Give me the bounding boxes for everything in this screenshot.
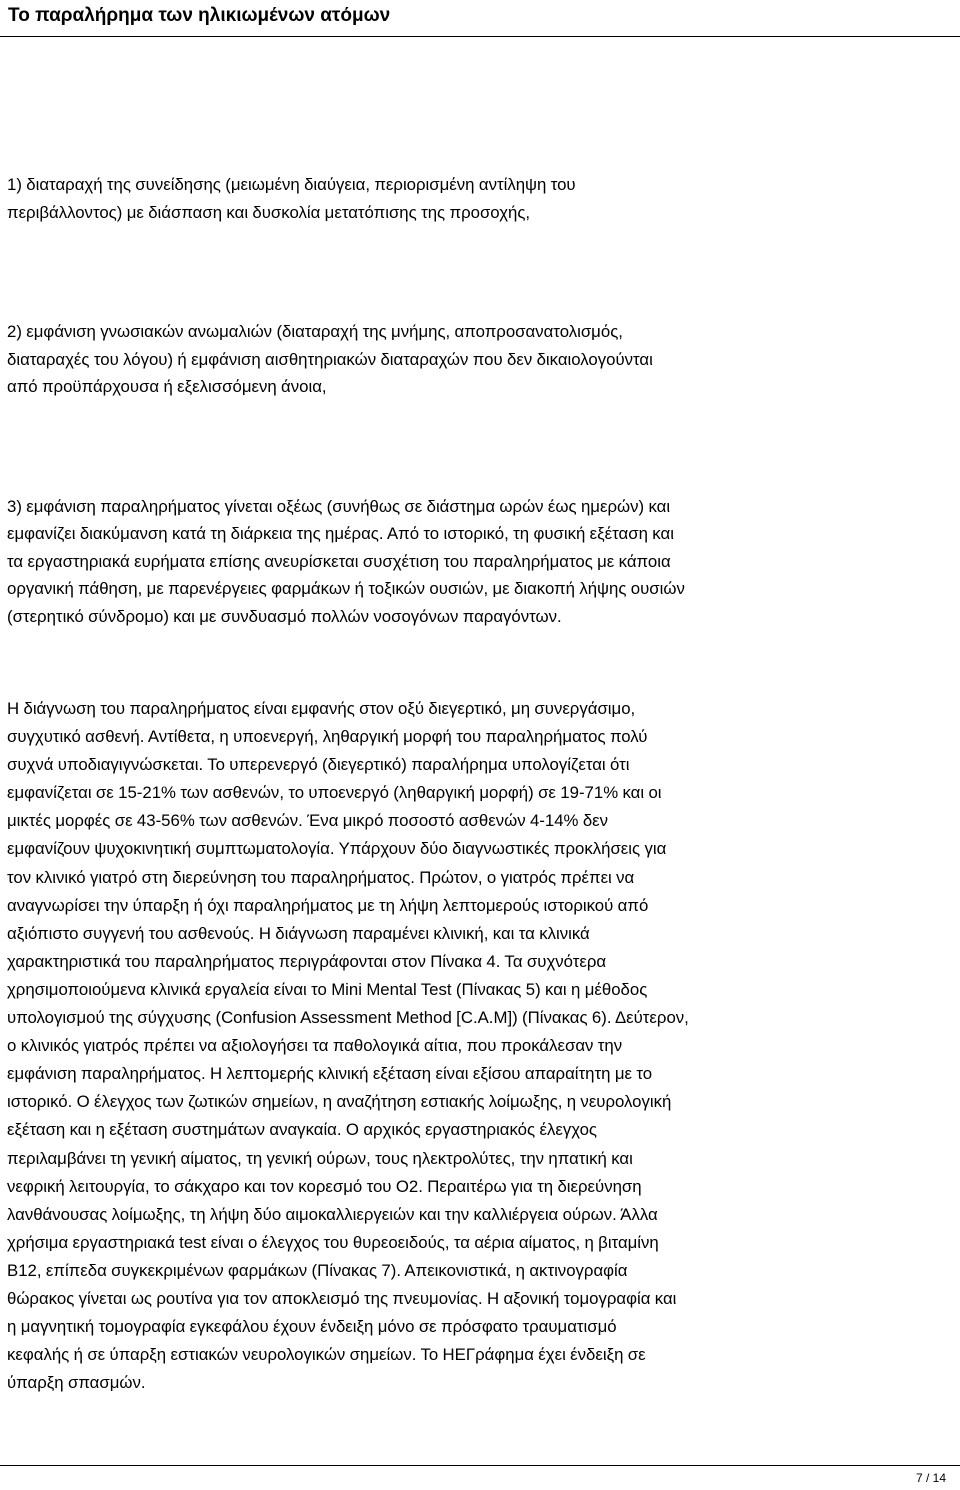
paragraph-3 (7, 493, 952, 631)
header-divider (0, 36, 960, 37)
text-line: ύπαρξη σπασμών. (7, 1373, 146, 1393)
text-line: εξέταση και η εξέταση συστημάτων αναγκαία. Ο αρχικός εργαστηριακός έλεγχος (7, 1120, 597, 1140)
text-line: τον κλινικό γιατρό στη διερεύνηση του παραληρήματος. Πρώτον, ο γιατρός πρέπει να (7, 867, 635, 887)
text-line: 3) εμφάνιση παραληρήματος γίνεται οξέως (συνήθως σε διάστημα ωρών έως ημερών) και (7, 496, 671, 516)
text-line: Η διάγνωση του παραληρήματος είναι εμφανής στον οξύ διεγερτικό, μη συνεργάσιμο, (7, 699, 636, 718)
text-line: συγχυτικό ασθενή. Αντίθετα, η υποενεργή, ληθαργική μορφή του παραληρήματος πολύ (7, 727, 648, 747)
page-number: 7 / 14 (915, 1471, 946, 1485)
text-line: μικτές μορφές σε 43-56% των ασθενών. Ένα μικρό ποσοστό ασθενών 4-14% δεν (7, 811, 609, 831)
text-line: θώρακος γίνεται ως ρουτίνα για τον αποκλεισμό της πνευμονίας. Η αξονική τομογραφία και (7, 1288, 677, 1308)
text-line: υπολογισμού της σύγχυσης (Confusion Assessment Method [C.A.M]) (Πίνακας 6). Δεύτερον, (7, 1008, 689, 1028)
text-line: αξιόπιστο συγγενή του ασθενούς. Η διάγνωση παραμένει κλινική, και τα κλινικά (7, 923, 590, 943)
text-line: περιβάλλοντος) με διάσπαση και δυσκολία μετατόπισης της προσοχής, (7, 202, 531, 222)
text-line: αναγνωρίσει την ύπαρξη ή όχι παραληρήματος με τη λήψη λεπτομερούς ιστορικού από (7, 895, 649, 915)
text-line: χρησιμοποιούμενα κλινικά εργαλεία είναι το Mini Mental Test (Πίνακας 5) και η μέθοδος (7, 979, 648, 999)
text-line: (στερητικό σύνδρομο) και με συνδυασμό πολλών νοσογόνων παραγόντων. (7, 606, 562, 626)
text-line: η μαγνητική τομογραφία εγκεφάλου έχουν ένδειξη μόνο σε πρόσφατο τραυματισμό (7, 1317, 617, 1337)
text-line: ιστορικό. Ο έλεγχος των ζωτικών σημείων, η αναζήτηση εστιακής λοίμωξης, η νευρολογική (7, 1092, 672, 1112)
text-line: χαρακτηριστικά του παραληρήματος περιγράφονται στον Πίνακα 4. Τα συχνότερα (7, 951, 607, 971)
paragraph-1 (7, 171, 952, 226)
text-line: νεφρική λειτουργία, το σάκχαρο και τον κορεσμό του Ο2. Περαιτέρω για τη διερεύνηση (7, 1176, 642, 1196)
text-line: τα εργαστηριακά ευρήματα επίσης ανευρίσκεται συσχέτιση του παραληρήματος με κάποια (7, 551, 671, 571)
text-line: συχνά υποδιαγιγνώσκεται. Το υπερενεργό (διεγερτικό) παραλήρημα υπολογίζεται ότι (7, 755, 630, 775)
text-line: εμφανίζει διακύμανση κατά τη διάρκεια της ημέρας. Από το ιστορικό, τη φυσική εξέταση και (7, 524, 674, 543)
text-line: λανθάνουσας λοίμωξης, τη λήψη δύο αιμοκαλλιεργειών και την καλλιέργεια ούρων. Άλλα (7, 1204, 658, 1224)
page-header-title: Το παραλήρημα των ηλικιωμένων ατόμων (8, 5, 391, 26)
text-line: Β12, επίπεδα συγκεκριμένων φαρμάκων (Πίνακας 7). Απεικονιστικά, η ακτινογραφία (7, 1260, 628, 1280)
footer-divider (0, 1465, 960, 1466)
text-line: 1) διαταραχή της συνείδησης (μειωμένη διαύγεια, περιορισμένη αντίληψη του (7, 175, 576, 194)
text-line: εμφανίζεται σε 15-21% των ασθενών, το υποενεργό (ληθαργική μορφή) σε 19-71% και οι (7, 783, 662, 803)
paragraph-4 (7, 695, 952, 1397)
text-line: από προϋπάρχουσα ή εξελισσόμενη άνοια, (7, 377, 327, 396)
text-line: οργανική πάθηση, με παρενέργειες φαρμάκων ή τοξικών ουσιών, με διακοπή λήψης ουσιών (7, 579, 685, 598)
text-line: εμφανίζουν ψυχοκινητική συμπτωματολογία. Υπάρχουν δύο διαγνωστικές προκλήσεις για (7, 839, 667, 859)
paragraph-2 (7, 318, 952, 401)
text-line: ο κλινικός γιατρός πρέπει να αξιολογήσει τα παθολογικά αίτια, που προκάλεσαν την (7, 1036, 623, 1056)
text-line: εμφάνιση παραληρήματος. Η λεπτομερής κλινική εξέταση είναι εξίσου απαραίτητη με το (7, 1064, 653, 1084)
text-line: κεφαλής ή σε ύπαρξη εστιακών νευρολογικών σημείων. Το ΗΕΓράφημα έχει ένδειξη σε (7, 1345, 646, 1365)
text-line: περιλαμβάνει τη γενική αίματος, τη γενική ούρων, τους ηλεκτρολύτες, την ηπατική και (7, 1148, 633, 1168)
text-line: 2) εμφάνιση γνωσιακών ανωμαλιών (διαταραχή της μνήμης, αποπροσανατολισμός, (7, 322, 623, 341)
text-line: χρήσιμα εργαστηριακά test είναι ο έλεγχος του θυρεοειδούς, τα αέρια αίματος, η βιταμίνη (7, 1232, 659, 1252)
text-line: διαταραχές του λόγου) ή εμφάνιση αισθητηριακών διαταραχών που δεν δικαιολογούνται (7, 349, 653, 369)
document-body (7, 171, 952, 1397)
